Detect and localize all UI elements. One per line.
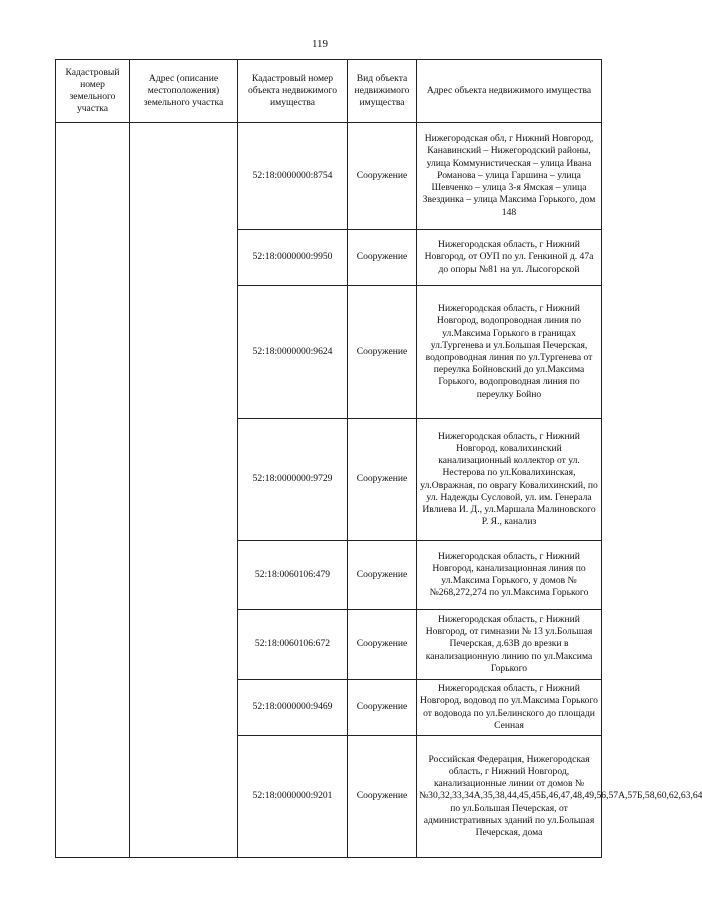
object-kind: Сооружение <box>348 680 417 736</box>
object-address: Нижегородская область, г Нижний Новгород, водопроводная линия по ул.Максима Горького в границах ул.Тургенева и ул.Большая Печерская, водопроводная линия по ул.Тургенева от переулка Бойновский до ул.Максима Горького, водопроводная линия по переулку Бойно <box>417 286 602 419</box>
header-object-cadastral-number: Кадастровый номер объекта недвижимого имущества <box>238 60 348 123</box>
header-object-address: Адрес объекта недвижимого имущества <box>417 60 602 123</box>
object-kind: Сооружение <box>348 541 417 610</box>
object-address: Нижегородская область, г Нижний Новгород, от ОУП по ул. Генкиной д. 47а до опоры №81 на ул. Лысогорской <box>417 230 602 286</box>
object-address: Нижегородская обл, г Нижний Новгород, Канавинский – Нижегородский районы, улица Коммунистическая – улица Ивана Романова – улица Гаршина – улица Шевченко – улица 3-я Ямская – улица Звездинка – улица Максима Горького, дом 148 <box>417 123 602 230</box>
object-address: Нижегородская область, г Нижний Новгород, ковалихинский канализационный коллектор от ул. Нестерова по ул.Ковалихинская, ул.Овражная, по оврагу Ковалихинский, по ул. Надежды Сусловой, ул. им. Генерала Ивлиева И. Д., ул.Маршала Малиновского Р. Я., канализ <box>417 419 602 541</box>
object-address: Нижегородская область, г Нижний Новгород, водовод по ул.Максима Горького от водовода по ул.Белинского до площади Сенная <box>417 680 602 736</box>
object-cadastral-number: 52:18:0060106:479 <box>238 541 348 610</box>
object-cadastral-number: 52:18:0000000:9624 <box>238 286 348 419</box>
object-address: Нижегородская область, г Нижний Новгород, канализационная линия по ул.Максима Горького, у домов №№268,272,274 по ул.Максима Горького <box>417 541 602 610</box>
header-land-cadastral-number: Кадастровый номер земельного участка <box>56 60 130 123</box>
object-kind: Сооружение <box>348 610 417 680</box>
object-kind: Сооружение <box>348 230 417 286</box>
object-cadastral-number: 52:18:0000000:9469 <box>238 680 348 736</box>
page-number: 119 <box>311 38 329 50</box>
land-cadastral-cell <box>56 123 130 858</box>
object-cadastral-number: 52:18:0000000:9201 <box>238 736 348 858</box>
header-land-address: Адрес (описание местоположения) земельного участка <box>130 60 238 123</box>
object-address: Российская Федерация, Нижегородская область, г Нижний Новгород, канализационные линии от домов №№30,32,33,34А,35,38,44,45,45Б,46,47,48,49,56,57А,57Б,58,60,62,63,64 по ул.Большая Печерская, от административных зданий по ул.Большая Печерская, дома <box>417 736 602 858</box>
object-kind: Сооружение <box>348 286 417 419</box>
property-table <box>55 59 702 858</box>
object-cadastral-number: 52:18:0060106:672 <box>238 610 348 680</box>
object-kind: Сооружение <box>348 123 417 230</box>
header-row <box>56 60 602 123</box>
object-cadastral-number: 52:18:0000000:8754 <box>238 123 348 230</box>
object-kind: Сооружение <box>348 736 417 858</box>
land-address-cell <box>130 123 238 858</box>
object-address: Нижегородская область, г Нижний Новгород, от гимназии № 13 ул.Большая Печерская, д.63В до врезки в канализационную линию по ул.Максима Горького <box>417 610 602 680</box>
object-cadastral-number: 52:18:0000000:9950 <box>238 230 348 286</box>
table-row <box>56 123 602 230</box>
object-kind: Сооружение <box>348 419 417 541</box>
header-object-kind: Вид объекта недвижимого имущества <box>348 60 417 123</box>
object-cadastral-number: 52:18:0000000:9729 <box>238 419 348 541</box>
